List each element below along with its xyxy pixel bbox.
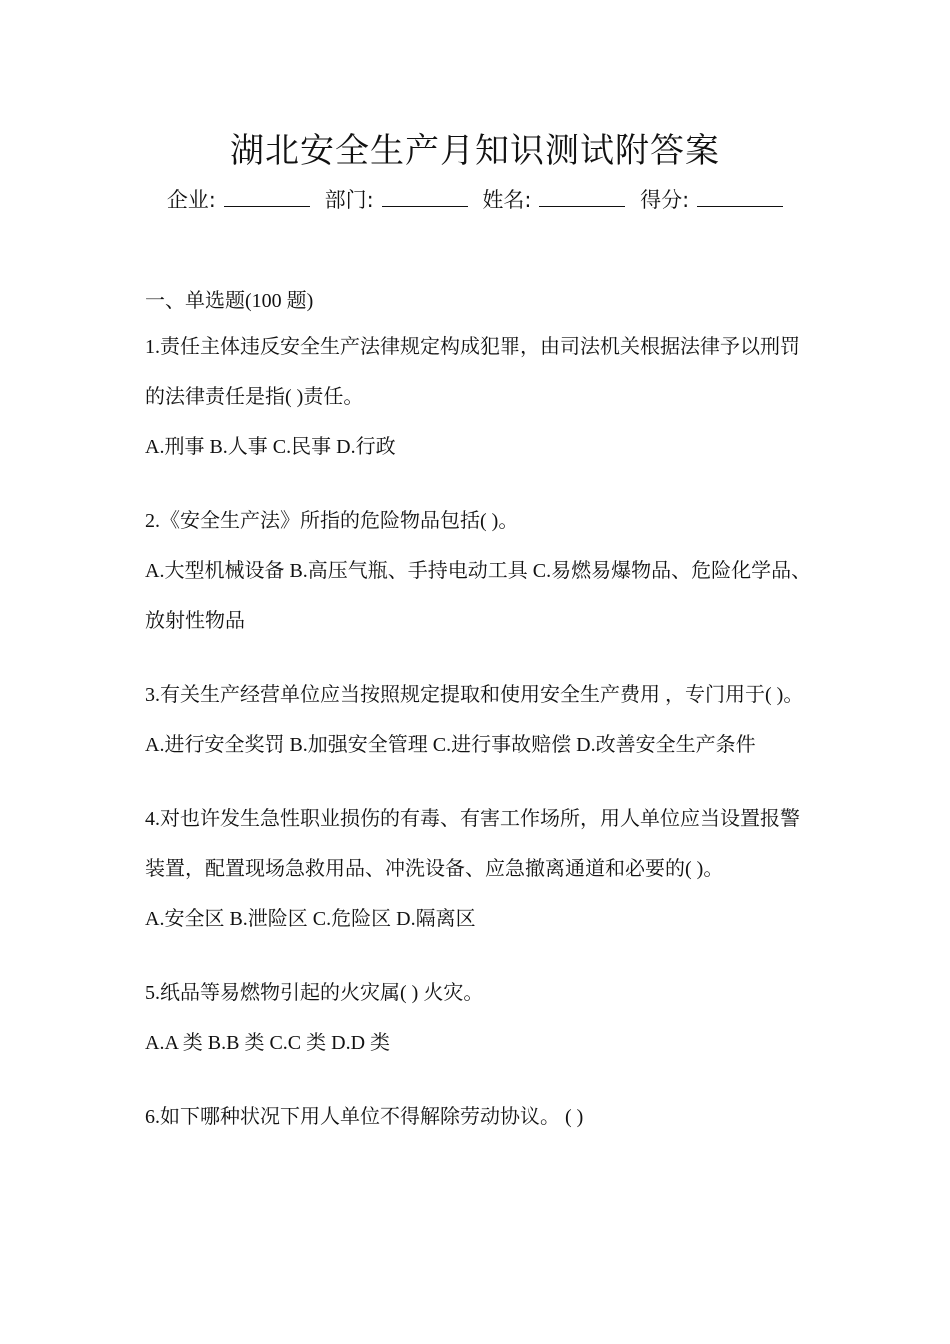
question-stem: 4.对也许发生急性职业损伤的有毒、有害工作场所，用人单位应当设置报警装置，配置现场急救用品、冲洗设备、应急撤离通道和必要的( )。 bbox=[145, 808, 800, 880]
question-item bbox=[145, 322, 815, 472]
info-field-company bbox=[167, 184, 310, 216]
question-content bbox=[145, 280, 815, 1166]
info-label-department: 部门: bbox=[324, 188, 374, 212]
question-options: A.刑事 B.人事 C.民事 D.行政 bbox=[145, 436, 396, 458]
question-options: A.A 类 B.B 类 C.C 类 D.D 类 bbox=[145, 1032, 391, 1054]
info-field-score bbox=[640, 184, 783, 216]
name-blank[interactable] bbox=[539, 184, 625, 207]
question-options: A.大型机械设备 B.高压气瓶、手持电动工具 C.易燃易爆物品、危险化学品、放射性物品 bbox=[145, 560, 812, 632]
info-label-name: 姓名: bbox=[482, 188, 532, 212]
question-item bbox=[145, 496, 815, 646]
question-item bbox=[145, 670, 815, 770]
company-blank[interactable] bbox=[224, 184, 310, 207]
question-item bbox=[145, 1092, 815, 1142]
question-item bbox=[145, 794, 815, 944]
document-title: 湖北安全生产月知识测试附答案 bbox=[230, 131, 720, 171]
question-options: A.安全区 B.泄险区 C.危险区 D.隔离区 bbox=[145, 908, 476, 930]
question-stem: 3.有关生产经营单位应当按照规定提取和使用安全生产费用 ，专门用于( )。 bbox=[145, 684, 804, 706]
question-options: A.进行安全奖罚 B.加强安全管理 C.进行事故赔偿 D.改善安全生产条件 bbox=[145, 734, 756, 756]
info-label-company: 企业: bbox=[166, 188, 216, 212]
question-stem: 5.纸品等易燃物引起的火灾属( ) 火灾。 bbox=[145, 982, 484, 1004]
question-stem: 6.如下哪种状况下用人单位不得解除劳动协议。 ( ) bbox=[145, 1106, 584, 1128]
info-row bbox=[0, 184, 950, 216]
score-blank[interactable] bbox=[697, 184, 783, 207]
info-label-score: 得分: bbox=[640, 188, 690, 212]
info-field-name bbox=[482, 184, 625, 216]
question-stem: 2.《安全生产法》所指的危险物品包括( )。 bbox=[145, 510, 519, 532]
info-field-department bbox=[325, 184, 468, 216]
section-heading: 一、单选题(100 题) bbox=[145, 290, 314, 312]
question-item bbox=[145, 968, 815, 1068]
department-blank[interactable] bbox=[382, 184, 468, 207]
question-stem: 1.责任主体违反安全生产法律规定构成犯罪，由司法机关根据法律予以刑罚的法律责任是指( )责任。 bbox=[145, 336, 800, 408]
